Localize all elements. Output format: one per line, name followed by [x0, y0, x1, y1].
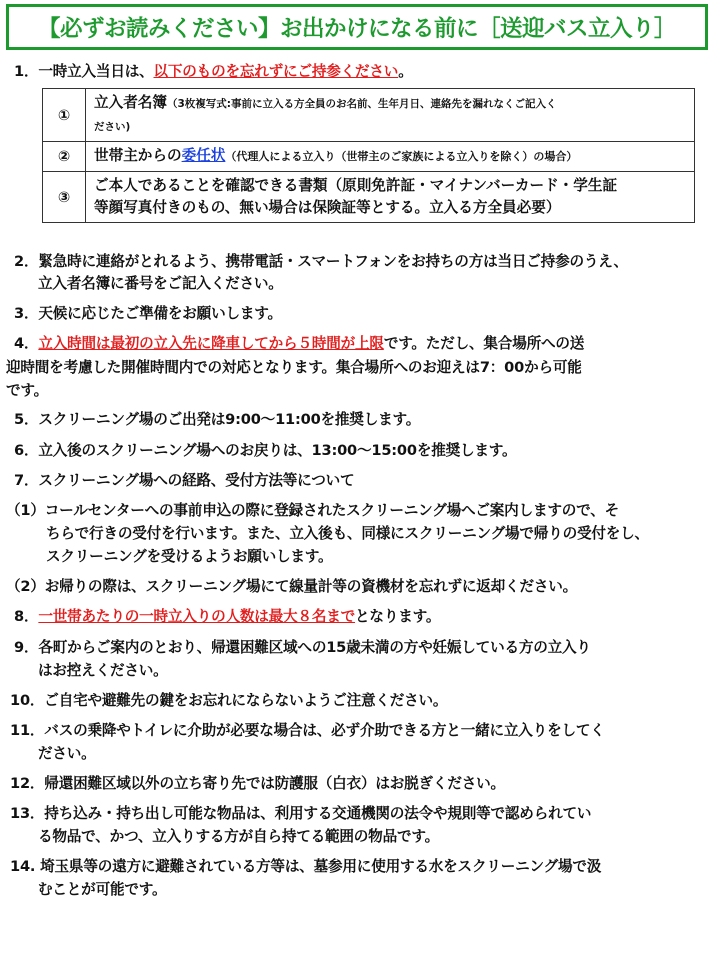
item-1-suffix: 。 — [398, 63, 413, 80]
item-5: 5．スクリーニング場のご出発は9:00～11:00を推奨します。 — [14, 411, 421, 428]
item-11-line-1: 11．バスの乗降やトイレに介助が必要な場合は、必ず介助できる方と一緒に立入りをしてく — [10, 722, 605, 739]
item-14-line-1: 14. 埼玉県等の遠方に避難されている方等は、墓参用に使用する水をスクリーニング場で汲 — [10, 858, 602, 875]
item-4-line-1 — [14, 332, 584, 353]
item-10: 10．ご自宅や避難先の鍵をお忘れにならないようご注意ください。 — [10, 692, 448, 709]
page-title: 【必ずお読みください】お出かけになる前に［送迎バス立入り］ — [37, 16, 676, 42]
item-7-1-line-1: （1）コールセンターへの事前申込の際に登録されたスクリーニング場へご案内しますので、そ — [6, 502, 620, 519]
item-11-line-2: ださい。 — [38, 745, 96, 762]
item-12: 12．帰還困難区域以外の立ち寄り先では防護服（白衣）はお脱ぎください。 — [10, 775, 505, 792]
item-1-prefix: 1．一時立入当日は、 — [14, 63, 154, 80]
item-13-line-1: 13．持ち込み・持ち出し可能な物品は、利用する交通機関の法令や規則等で認められてい — [10, 805, 592, 822]
title-box — [6, 4, 708, 50]
item-13-line-2: る物品で、かつ、立入りする方が自ら持てる範囲の物品です。 — [38, 828, 439, 845]
item-8-highlight: 一世帯あたりの一時立入りの人数は最大８名まで — [38, 608, 356, 625]
item-4-line-2: 迎時間を考慮した開催時間内での対応となります。集合場所へのお迎えは7：00から可能 — [6, 359, 582, 376]
row-content — [86, 142, 695, 172]
row-content — [86, 172, 695, 223]
item-9-line-1: 9．各町からご案内のとおり、帰還困難区域への15歳未満の方や妊娠している方の立入り — [14, 639, 591, 656]
item-14-line-2: むことが可能です。 — [38, 881, 167, 898]
proxy-form-link[interactable]: 委任状 — [181, 147, 226, 164]
item-7: 7．スクリーニング場への経路、受付方法等について — [14, 472, 355, 489]
row-number: ③ — [43, 172, 86, 223]
item-3: 3．天候に応じたご準備をお願いします。 — [14, 305, 282, 322]
item-1-highlight: 以下のものを忘れずにご持参ください — [153, 63, 399, 80]
table-row — [43, 172, 695, 223]
row-note: （代理人による立入り（世帯主のご家族による立入りを除く）の場合） — [225, 150, 578, 163]
table-row — [43, 89, 695, 142]
row-note-cont: ださい) — [94, 121, 131, 133]
item-8 — [14, 605, 440, 626]
item-4-prefix: 4． — [14, 335, 39, 352]
item-4-highlight: 立入時間は最初の立入先に降車してから５時間が上限 — [38, 335, 384, 352]
row-line: 等顔写真付きのもの、無い場合は保険証等とする。立入る方全員必要） — [94, 199, 561, 216]
row-note: （3枚複写式:事前に立入る方全員のお名前、生年月日、連絡先を漏れなくご記入く — [166, 98, 557, 110]
item-9-line-2: はお控えください。 — [38, 662, 168, 679]
item-7-2: （2）お帰りの際は、スクリーニング場にて線量計等の資機材を忘れずに返却ください。 — [6, 578, 578, 595]
row-number: ① — [43, 89, 86, 142]
table-row — [43, 142, 695, 172]
item-4-suffix: です。ただし、集合場所への送 — [383, 335, 585, 352]
item-6: 6．立入後のスクリーニング場へのお戻りは、13:00～15:00を推奨します。 — [14, 442, 517, 459]
item-2-line-2: 立入者名簿に番号をご記入ください。 — [38, 275, 283, 292]
item-8-prefix: 8． — [14, 608, 39, 625]
item-2-line-1: 2．緊急時に連絡がとれるよう、携帯電話・スマートフォンをお持ちの方は当日ご持参のうえ、 — [14, 253, 628, 270]
item-1 — [14, 60, 413, 81]
item-4-line-3: です。 — [6, 382, 49, 399]
required-items-table — [42, 88, 695, 223]
row-number: ② — [43, 142, 86, 172]
row-main: 世帯主からの — [94, 147, 182, 164]
row-content — [86, 89, 695, 142]
row-main: 立入者名簿 — [94, 94, 167, 111]
item-8-suffix: となります。 — [355, 608, 441, 625]
item-7-1-line-2: ちらで行きの受付を行います。また、立入後も、同様にスクリーニング場で帰りの受付をし、 — [46, 525, 649, 542]
row-line: ご本人であることを確認できる書類（原則免許証・マイナンバーカード・学生証 — [94, 177, 618, 194]
item-7-1-line-3: スクリーニングを受けるようお願いします。 — [46, 548, 333, 565]
